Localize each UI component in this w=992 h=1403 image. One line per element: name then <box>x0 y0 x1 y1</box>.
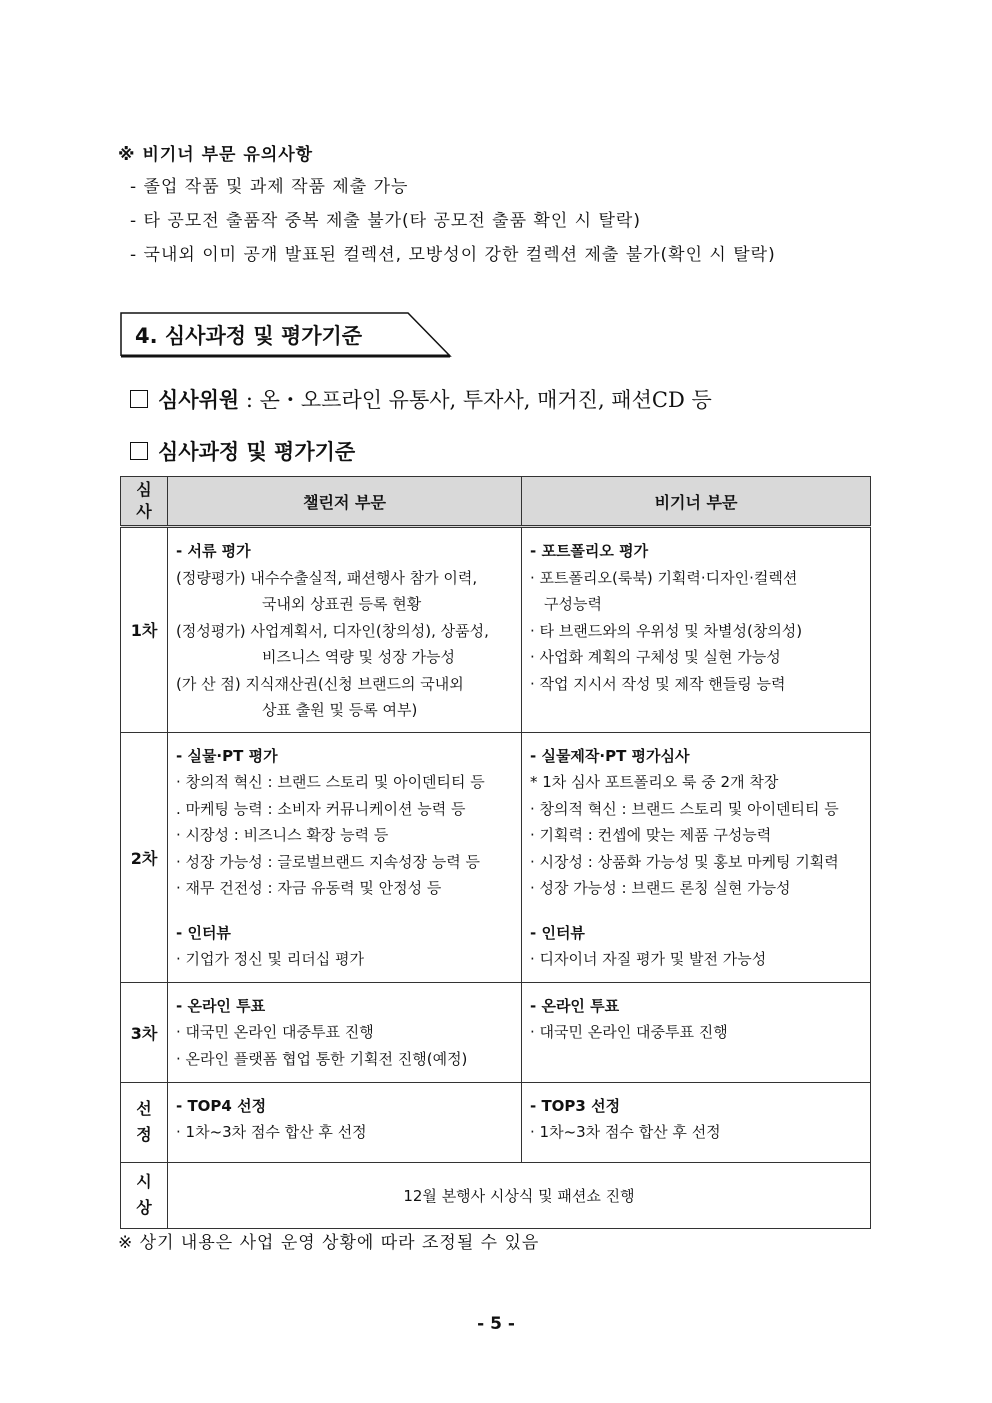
criteria-heading: - 인터뷰 <box>530 923 585 942</box>
criteria-line: · 창의적 혁신 : 브랜드 스토리 및 아이덴티티 등 <box>176 773 485 791</box>
stage-cell: 선 정 <box>121 1082 168 1162</box>
beginner-cell <box>522 1082 871 1162</box>
criteria-line: · 재무 건전성 : 자금 유동력 및 안정성 등 <box>176 879 442 897</box>
award-cell: 12월 본행사 시상식 및 패션쇼 진행 <box>168 1162 871 1228</box>
checkbox-square-icon <box>130 442 148 460</box>
challenger-cell <box>168 1082 522 1162</box>
challenger-cell <box>168 982 522 1082</box>
criteria-line: · 온라인 플랫폼 협업 통한 기획전 진행(예정) <box>176 1049 468 1068</box>
criteria-line: · 성장 가능성 : 글로벌브랜드 지속성장 능력 등 <box>176 852 481 871</box>
criteria-line: (정성평가) 사업계획서, 디자인(창의성), 상품성, <box>176 621 489 640</box>
process-label: 심사과정 및 평가기준 <box>158 439 356 464</box>
criteria-line: · 타 브랜드와의 우위성 및 차별성(창의성) <box>530 621 803 640</box>
criteria-line: (정량평가) 내수수출실적, 패션행사 참가 이력, <box>176 568 478 587</box>
judges-label: 심사위원 <box>158 387 240 412</box>
stage-cell: 2차 <box>121 732 168 982</box>
challenger-cell <box>168 527 522 733</box>
criteria-line: · 1차~3차 점수 합산 후 선정 <box>530 1123 721 1141</box>
header-beginner: 비기너 부문 <box>522 477 871 527</box>
judges-line <box>130 384 712 414</box>
criteria-line: · 작업 지시서 작성 및 제작 핸들링 능력 <box>530 674 786 693</box>
stage-cell: 1차 <box>121 527 168 733</box>
criteria-heading: - 온라인 투표 <box>176 996 266 1015</box>
header-stage: 심 사 <box>121 477 168 527</box>
criteria-line: · 대국민 온라인 대중투표 진행 <box>176 1023 374 1041</box>
beginner-cell <box>522 982 871 1082</box>
beginner-cell <box>522 527 871 733</box>
criteria-line: · 시장성 : 비즈니스 확장 능력 등 <box>176 826 389 844</box>
criteria-line: 국내외 상표권 등록 현황 <box>262 595 422 613</box>
notice-title: ※ 비기너 부문 유의사항 <box>118 145 314 165</box>
page-number: - 5 - <box>477 1314 515 1334</box>
criteria-line: 비즈니스 역량 및 성장 가능성 <box>262 648 455 666</box>
criteria-line: · 창의적 혁신 : 브랜드 스토리 및 아이덴티티 등 <box>530 799 839 818</box>
criteria-heading: - 포트폴리오 평가 <box>530 542 649 560</box>
notice-item: - 졸업 작품 및 과제 작품 제출 가능 <box>130 177 409 197</box>
criteria-line: · 기업가 정신 및 리더십 평가 <box>176 950 364 968</box>
table-row <box>121 732 871 982</box>
criteria-line: 구성능력 <box>544 595 602 613</box>
table-row <box>121 527 871 733</box>
criteria-line: . 마케팅 능력 : 소비자 커뮤니케이션 능력 등 <box>176 799 466 818</box>
judges-text: : 온・오프라인 유통사, 투자사, 매거진, 패션CD 등 <box>239 388 712 412</box>
notice-item: - 국내외 이미 공개 발표된 컬렉션, 모방성이 강한 컬렉션 제출 불가(확인 시 탈락) <box>130 245 776 265</box>
section-heading <box>120 312 450 356</box>
stage-cell: 3차 <box>121 982 168 1082</box>
criteria-heading: - 실물·PT 평가 <box>176 746 278 765</box>
criteria-heading: - 실물제작·PT 평가심사 <box>530 746 690 765</box>
criteria-line: · 성장 가능성 : 브랜드 론칭 실현 가능성 <box>530 879 791 897</box>
beginner-cell <box>522 732 871 982</box>
notice-item: - 타 공모전 출품작 중복 제출 불가(타 공모전 출품 확인 시 탈락) <box>130 211 641 231</box>
criteria-line: · 디자이너 자질 평가 및 발전 가능성 <box>530 950 767 968</box>
table-row <box>121 982 871 1082</box>
criteria-line: · 시장성 : 상품화 가능성 및 홍보 마케팅 기획력 <box>530 852 839 871</box>
criteria-heading: - TOP4 선정 <box>176 1096 267 1115</box>
criteria-heading: - TOP3 선정 <box>530 1096 621 1115</box>
criteria-line: * 1차 심사 포트폴리오 룩 중 2개 착장 <box>530 773 779 791</box>
criteria-line: · 기획력 : 컨셉에 맞는 제품 구성능력 <box>530 826 772 844</box>
criteria-line: (가 산 점) 지식재산권(신청 브랜드의 국내외 <box>176 674 464 693</box>
criteria-heading: - 인터뷰 <box>176 923 231 942</box>
criteria-line: · 포트폴리오(룩북) 기획력·디자인·컬렉션 <box>530 568 798 587</box>
stage-cell: 시 상 <box>121 1162 168 1228</box>
footnote: ※ 상기 내용은 사업 운영 상황에 따라 조정될 수 있음 <box>118 1233 540 1253</box>
process-line <box>130 436 355 466</box>
criteria-line: · 대국민 온라인 대중투표 진행 <box>530 1023 728 1041</box>
criteria-heading: - 서류 평가 <box>176 542 251 560</box>
table-row <box>121 1082 871 1162</box>
criteria-line: · 1차~3차 점수 합산 후 선정 <box>176 1123 367 1141</box>
criteria-line: 상표 출원 및 등록 여부) <box>262 701 418 719</box>
criteria-heading: - 온라인 투표 <box>530 996 620 1015</box>
criteria-line: · 사업화 계획의 구체성 및 실현 가능성 <box>530 648 781 666</box>
criteria-table <box>120 476 871 1229</box>
table-header-row <box>121 477 871 527</box>
section-title: 4. 심사과정 및 평가기준 <box>135 324 363 348</box>
challenger-cell <box>168 732 522 982</box>
checkbox-square-icon <box>130 390 148 408</box>
table-row <box>121 1162 871 1228</box>
header-challenger: 챌린저 부문 <box>168 477 522 527</box>
